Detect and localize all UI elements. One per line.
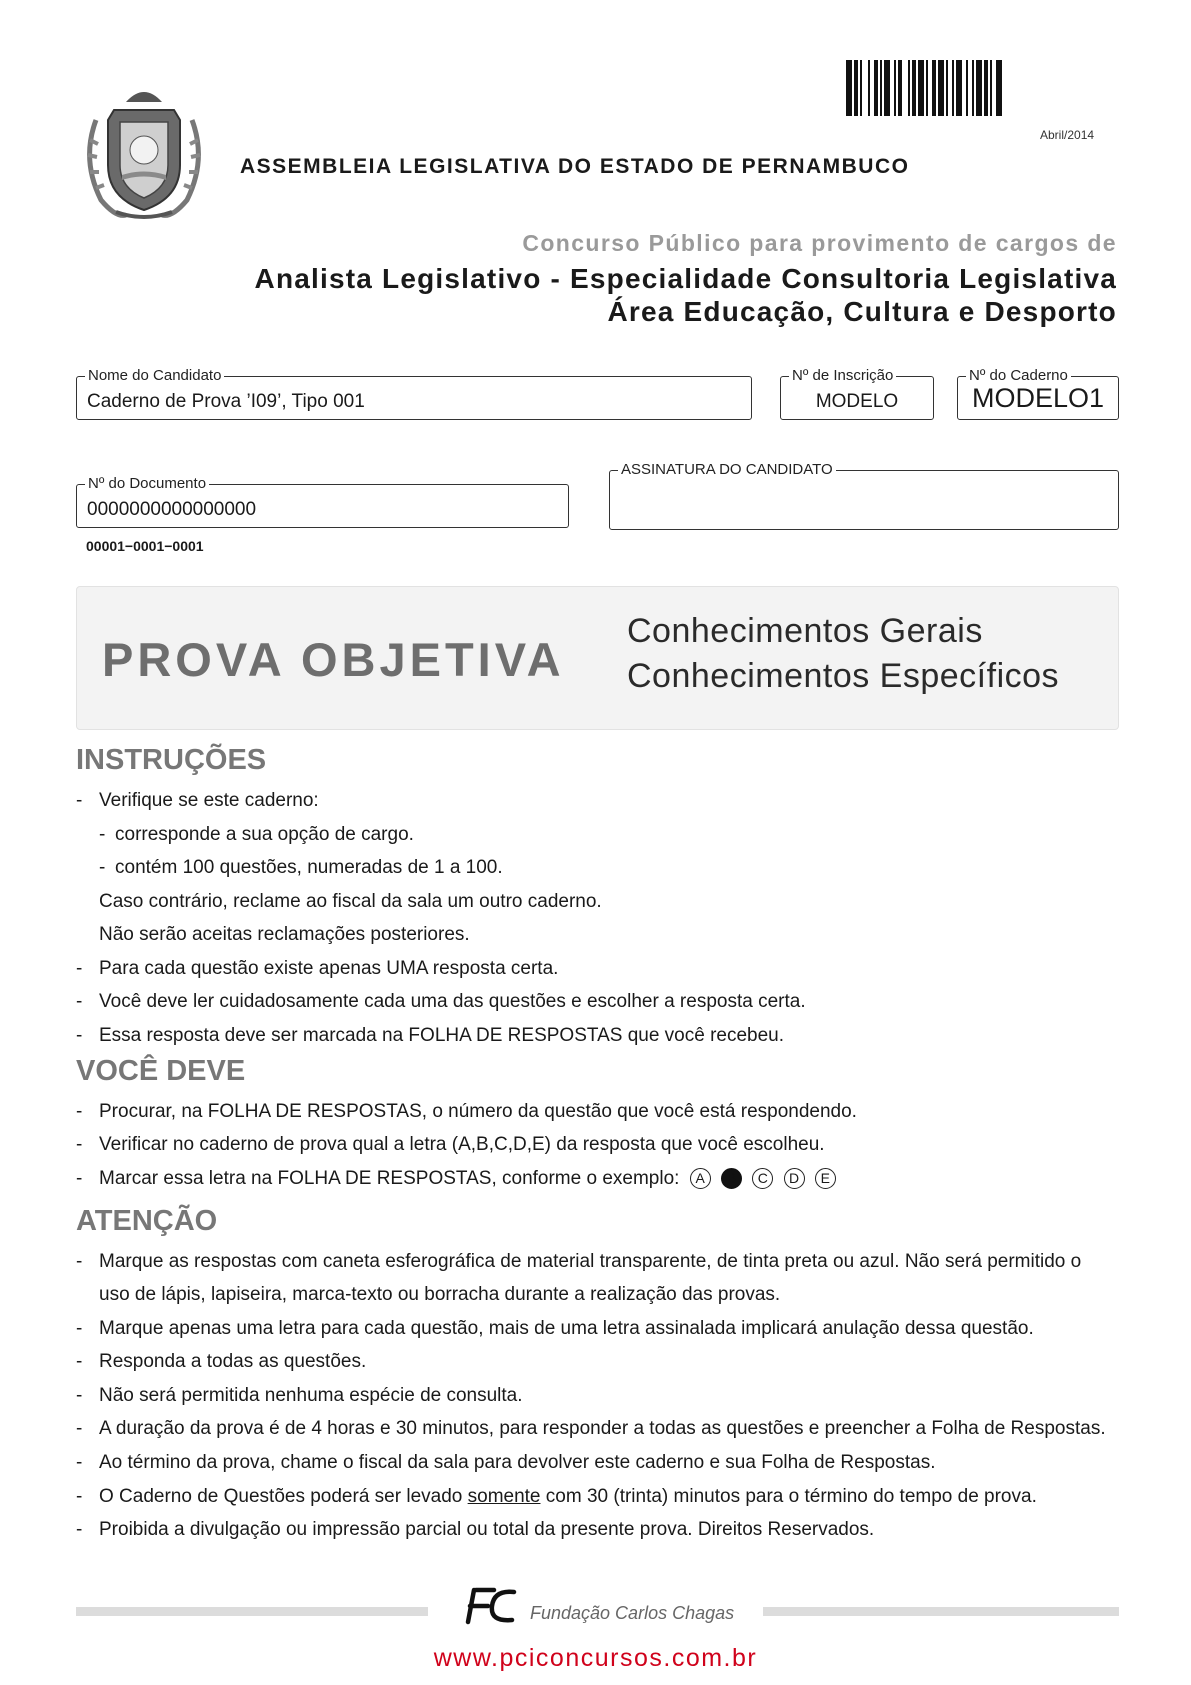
instruction-subline: contém 100 questões, numeradas de 1 a 100. — [115, 857, 503, 878]
answer-bubble-d: D — [784, 1168, 805, 1189]
instruction-line: Verifique se este caderno: — [99, 790, 319, 811]
caderno-value: MODELO1 — [971, 383, 1105, 413]
signature-label: ASSINATURA DO CANDIDATO — [618, 461, 836, 479]
barcode-bar — [956, 60, 962, 116]
attention-line: Ao término da prova, chame o fiscal da sala para devolver este caderno e sua Folha de Respostas. — [99, 1452, 936, 1473]
signature-field[interactable] — [609, 461, 1119, 530]
instructions-heading: INSTRUÇÕES — [76, 744, 267, 776]
institution-name: ASSEMBLEIA LEGISLATIVA DO ESTADO DE PERNAMBUCO — [240, 155, 910, 178]
attention-line: Responda a todas as questões. — [99, 1351, 367, 1372]
barcode-bar — [984, 60, 988, 116]
you-must-line: Verificar no caderno de prova qual a letra (A,B,C,D,E) da resposta que você escolheu. — [99, 1134, 825, 1155]
attention-text: O Caderno de Questões poderá ser levado — [99, 1486, 463, 1507]
caderno-field[interactable] — [957, 367, 1119, 420]
footer-rule-right — [763, 1607, 1119, 1616]
instruction-line: Você deve ler cuidadosamente cada uma das questões e escolher a resposta certa. — [99, 991, 806, 1012]
barcode — [846, 60, 1116, 116]
barcode-bar — [972, 60, 974, 116]
bullet: - — [76, 958, 83, 979]
you-must-line: Procurar, na FOLHA DE RESPOSTAS, o número da questão que você está respondendo. — [99, 1101, 857, 1122]
barcode-bar — [884, 60, 890, 116]
barcode-bar — [990, 60, 992, 116]
barcode-bar — [860, 60, 862, 116]
instruction-subline: Caso contrário, reclame ao fiscal da sala um outro caderno. — [99, 891, 602, 912]
barcode-bar — [932, 60, 936, 116]
cargo-line-2: Área Educação, Cultura e Desporto — [607, 296, 1117, 327]
barcode-bar — [894, 60, 896, 116]
bullet: - — [99, 857, 106, 878]
footer-rule-left — [76, 1607, 428, 1616]
bullet: - — [76, 790, 83, 811]
candidate-name-field[interactable] — [76, 367, 752, 420]
bullet: - — [76, 1486, 83, 1507]
candidate-name-value: Caderno de Prova ’I09’, Tipo 001 — [87, 391, 365, 412]
inscricao-field[interactable] — [780, 367, 934, 420]
barcode-bar — [938, 60, 944, 116]
attention-line: uso de lápis, lapiseira, marca-texto ou borracha durante a realização das provas. — [99, 1284, 781, 1305]
instruction-line: Para cada questão existe apenas UMA resposta certa. — [99, 958, 559, 979]
bullet: - — [76, 1168, 83, 1189]
barcode-bar — [854, 60, 858, 116]
bullet: - — [76, 1318, 83, 1339]
attention-line — [99, 1486, 1037, 1508]
attention-heading: ATENÇÃO — [76, 1205, 218, 1237]
documento-value: 0000000000000000 — [87, 499, 257, 520]
fcc-logo-icon — [464, 1586, 520, 1626]
coat-of-arms-crest — [76, 80, 212, 222]
attention-line: Não será permitida nenhuma espécie de consulta. — [99, 1385, 523, 1406]
exam-part-specific: Conhecimentos Específicos — [627, 657, 1060, 695]
barcode-bar — [946, 60, 948, 116]
bullet: - — [76, 1351, 83, 1372]
exam-part-general: Conhecimentos Gerais — [627, 612, 983, 650]
attention-line: A duração da prova é de 4 horas e 30 minutos, para responder a todas as questões e preencher a Folha de Respostas. — [99, 1418, 1106, 1439]
foundation-name: Fundação Carlos Chagas — [530, 1603, 735, 1623]
barcode-bar — [874, 60, 878, 116]
barcode-bar — [976, 60, 982, 116]
instruction-subline: corresponde a sua opção de cargo. — [115, 824, 414, 845]
barcode-bar — [912, 60, 916, 116]
candidate-name-label: Nome do Candidato — [85, 367, 224, 385]
answer-bubble-a: A — [690, 1168, 711, 1189]
barcode-bar — [868, 60, 870, 116]
website-link[interactable]: www.pciconcursos.com.br — [433, 1644, 758, 1672]
barcode-bar — [880, 60, 882, 116]
bullet: - — [76, 1519, 83, 1540]
barcode-bar — [952, 60, 954, 116]
barcode-bar — [926, 60, 928, 116]
barcode-bar — [966, 60, 968, 116]
inscricao-value: MODELO — [815, 391, 899, 412]
bullet: - — [76, 991, 83, 1012]
answer-bubble-c: C — [752, 1168, 773, 1189]
documento-field[interactable] — [76, 475, 569, 528]
answer-bubble-b-filled: B — [721, 1168, 742, 1189]
attention-line: Proibida a divulgação ou impressão parcial ou total da presente prova. Direitos Reservados. — [99, 1519, 875, 1540]
you-must-text: Marcar essa letra na FOLHA DE RESPOSTAS, conforme o exemplo: — [99, 1168, 680, 1189]
bullet: - — [99, 824, 106, 845]
barcode-bar — [908, 60, 910, 116]
attention-line: Marque as respostas com caneta esferográfica de material transparente, de tinta preta ou azul. Não será permitido o — [99, 1251, 1082, 1272]
instruction-subline: Não serão aceitas reclamações posteriores. — [99, 924, 470, 945]
bullet: - — [76, 1251, 83, 1272]
barcode-bar — [996, 60, 1002, 116]
you-must-line — [99, 1168, 836, 1190]
concurso-title: Concurso Público para provimento de cargos de — [522, 230, 1117, 256]
bullet: - — [76, 1385, 83, 1406]
documento-label: Nº do Documento — [85, 475, 209, 493]
bullet: - — [76, 1134, 83, 1155]
cargo-line-1: Analista Legislativo - Especialidade Consultoria Legislativa — [254, 263, 1117, 294]
attention-text: com 30 (trinta) minutos para o término do tempo de prova. — [545, 1486, 1037, 1507]
you-must-heading: VOCÊ DEVE — [76, 1055, 246, 1087]
inscricao-label: Nº de Inscrição — [789, 367, 896, 385]
caderno-label: Nº do Caderno — [966, 367, 1071, 385]
answer-bubble-e: E — [815, 1168, 836, 1189]
barcode-date: Abril/2014 — [1040, 128, 1095, 142]
attention-underlined: somente — [467, 1486, 541, 1507]
candidate-code: 00001−0001−0001 — [86, 538, 204, 554]
barcode-bar — [846, 60, 852, 116]
exam-type-title: PROVA OBJETIVA — [102, 633, 565, 686]
barcode-bar — [898, 60, 902, 116]
attention-line: Marque apenas uma letra para cada questão, mais de uma letra assinalada implicará anulação dessa questão. — [99, 1318, 1034, 1339]
bullet: - — [76, 1101, 83, 1122]
barcode-bar — [918, 60, 924, 116]
bullet: - — [76, 1452, 83, 1473]
instruction-line: Essa resposta deve ser marcada na FOLHA DE RESPOSTAS que você recebeu. — [99, 1025, 785, 1046]
bullet: - — [76, 1025, 83, 1046]
bullet: - — [76, 1418, 83, 1439]
